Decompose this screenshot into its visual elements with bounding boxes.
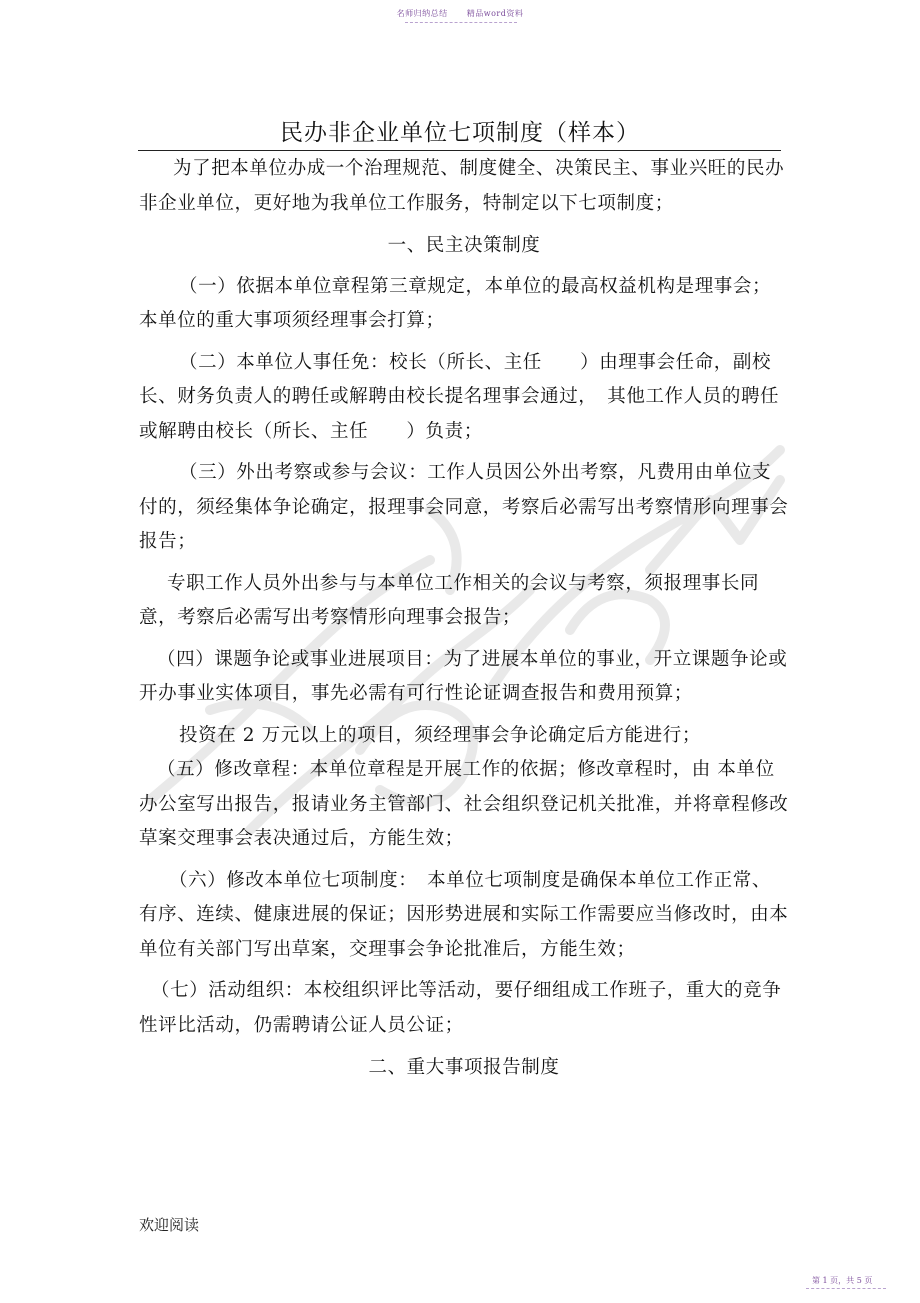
clause-paragraph: （七）活动组织：本校组织评比等活动，要仔细组成工作班子，重大的竞争性评比活动，仍需聘请公证人员公证； bbox=[139, 980, 782, 1036]
clause-paragraph: （四）课题争论或事业进展项目：为了进展本单位的事业，开立课题争论或开办事业实体项目，事先必需有可行性论证调查报告和费用预算； bbox=[139, 648, 788, 704]
clause-paragraph: 专职工作人员外出参与与本单位工作相关的会议与考察，须报理事长同意，考察后必需写出考察情形向理事会报告； bbox=[139, 572, 760, 628]
clause-paragraph: （三）外出考察或参与会议：工作人员因公外出考察，凡费用由单位支付的，须经集体争论确定，报理事会同意，考察后必需写出考察情形向理事会报告； bbox=[139, 462, 789, 552]
intro-paragraph: 为了把本单位办成一个治理规范、制度健全、决策民主、事业兴旺的民办非企业单位，更好地为我单位工作服务，特制定以下七项制度； bbox=[139, 158, 785, 214]
clause-paragraph: （一）依据本单位章程第三章规定，本单位的最高权益机构是理事会；本单位的重大事项须经理事会打算； bbox=[139, 275, 772, 331]
header-left-text: 名师归纳总结 bbox=[396, 9, 448, 18]
header-divider bbox=[405, 22, 517, 23]
title-underline bbox=[138, 150, 781, 151]
footer-divider bbox=[806, 1288, 886, 1289]
clause-paragraph: 投资在 2 万元以上的项目，须经理事会争论确定后方能进行； bbox=[179, 724, 701, 746]
page-header bbox=[0, 8, 920, 19]
section-heading: 一、民主决策制度 bbox=[387, 235, 541, 256]
section-heading: 二、重大事项报告制度 bbox=[368, 1057, 560, 1078]
clause-paragraph: （二）本单位人事任免：校长（所长、主任 ）由理事会任命，副校长、财务负责人的聘任或解聘由校长提名理事会通过， 其他工作人员的聘任或解聘由校长（所长、主任 ）负责； bbox=[139, 351, 780, 442]
footer-note: 欢迎阅读 bbox=[139, 1216, 200, 1234]
clause-paragraph: （六）修改本单位七项制度： 本单位七项制度是确保本单位工作正常、有序、连续、健康进展的保证；因形势进展和实际工作需要应当修改时，由本单位有关部门写出草案，交理事会争论批准后，方能生效； bbox=[139, 869, 789, 960]
document-title: 民办非企业单位七项制度（样本） bbox=[280, 120, 640, 146]
document-body bbox=[139, 152, 789, 1092]
clause-paragraph: （五）修改章程：本单位章程是开展工作的依据；修改章程时，由 本单位办公室写出报告，报请业务主管部门、社会组织登记机关批准，并将章程修改草案交理事会表决通过后，方能生效； bbox=[139, 759, 789, 849]
header-right-text: 精品word资料 bbox=[466, 9, 524, 18]
page-number: 第 1 页，共 5 页 bbox=[812, 1276, 873, 1285]
